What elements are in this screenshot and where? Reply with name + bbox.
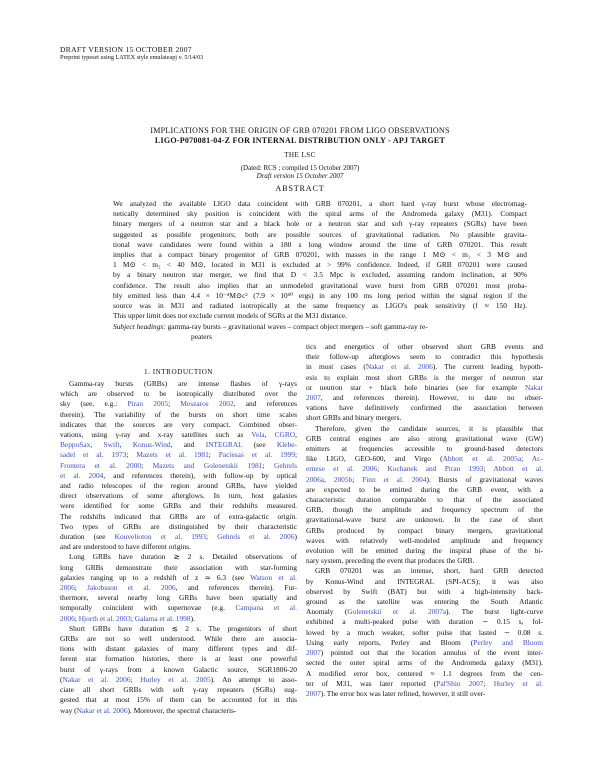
body-text: and radio telescopes of the region around GRBs, have yielded bbox=[60, 481, 297, 491]
body-text: their follow-up afterglows seem to contradict this hypothesis bbox=[306, 352, 543, 362]
body-line bbox=[306, 444, 543, 454]
citation-link[interactable]: Paciesas et al. 1999 bbox=[218, 450, 295, 460]
body-text: ferent star formation histories, there is at least one powerful bbox=[60, 654, 297, 664]
body-text: emitters at frequencies accessible to ground-based detectors bbox=[306, 444, 543, 454]
citation-link[interactable]: Kochanek and Piran 1993 bbox=[387, 464, 484, 474]
left-column bbox=[60, 367, 297, 716]
body-line bbox=[60, 481, 297, 491]
body-line bbox=[60, 501, 297, 511]
body-text: sky (see, e.g.: bbox=[60, 399, 128, 409]
body-line bbox=[306, 475, 543, 485]
body-line bbox=[306, 577, 543, 587]
citation-link[interactable]: Hurley et al. bbox=[493, 678, 543, 688]
body-line bbox=[60, 552, 297, 562]
body-text: ) pointed out that the location annulus of the event inter- bbox=[320, 648, 543, 658]
body-text: in most cases ( bbox=[306, 362, 366, 372]
body-line bbox=[306, 362, 543, 372]
body-text: ter of M31, was later reported ( bbox=[306, 678, 437, 688]
body-text: were identified for some GRBs and their redshifts measured. bbox=[60, 501, 297, 511]
body-line bbox=[306, 403, 543, 413]
body-text: , and references bbox=[233, 399, 298, 409]
body-text: , bbox=[295, 430, 297, 440]
body-text: like LIGO, GEO-600, and Virgo ( bbox=[306, 454, 443, 464]
abstract-line: source was in M31 and radiated isotropically at the same frequency as LIGO's peak sensitivity (f ≈ 150 Hz). bbox=[113, 301, 527, 311]
abstract-body bbox=[113, 199, 527, 321]
body-line bbox=[60, 420, 297, 430]
body-line bbox=[306, 669, 543, 679]
body-text: , bbox=[119, 440, 133, 450]
body-line bbox=[60, 563, 297, 573]
body-text: ). bbox=[190, 613, 195, 623]
body-text: ; bbox=[483, 464, 494, 474]
citation-link[interactable]: BeppoSax bbox=[60, 440, 91, 450]
abstract-line: bly emitted less than 4.4 × 10⁻⁴M⊙c² (7.9 × 10⁵⁰ ergs) in any 100 ms long period within the signal region if the bbox=[113, 290, 527, 300]
body-text: therein). The variability of the bursts on short time scales bbox=[60, 409, 297, 419]
citation-link[interactable]: et al. 2004 bbox=[60, 470, 104, 480]
citation-link[interactable]: 2007 bbox=[306, 688, 321, 698]
body-line bbox=[306, 464, 543, 474]
citation-link[interactable]: Campana et al. bbox=[235, 603, 297, 613]
body-text: vations, using γ-ray and x-ray satellites such as bbox=[60, 430, 252, 440]
body-line bbox=[60, 603, 297, 613]
citation-link[interactable]: 2006a bbox=[306, 474, 325, 484]
citation-link[interactable]: Gehrels bbox=[274, 460, 297, 470]
body-text: tions with distant galaxies of many different types and dif- bbox=[60, 644, 297, 654]
abstract-line: confidence. The result also implies that an unmodeled gravitational wave burst from GRB 070201 most proba- bbox=[113, 280, 527, 290]
body-text: ; bbox=[130, 674, 141, 684]
citation-link[interactable]: sadel et al. 1973 bbox=[60, 450, 127, 460]
body-text: sected the outer spiral arms of the Andromeda galaxy (M31). bbox=[306, 658, 543, 668]
body-text: ; bbox=[521, 454, 532, 464]
body-line bbox=[60, 379, 297, 389]
body-line bbox=[306, 556, 543, 566]
body-text: and are understood to have different origins. bbox=[60, 542, 192, 552]
body-line bbox=[306, 434, 543, 444]
body-line bbox=[60, 450, 297, 460]
body-line bbox=[306, 393, 543, 403]
body-line bbox=[60, 410, 297, 420]
citation-link[interactable]: 2005b bbox=[333, 474, 353, 484]
body-text: ; bbox=[74, 583, 88, 593]
body-text: galaxies ranging up to a redshift of z ≃ 6.3 (see bbox=[60, 572, 251, 582]
citation-link[interactable]: Meszaros 2002 bbox=[180, 399, 234, 409]
body-line bbox=[306, 515, 543, 525]
body-text: temporally coincident with supernovae (e.g. bbox=[60, 603, 236, 613]
body-line bbox=[60, 522, 297, 532]
body-line bbox=[60, 593, 297, 603]
body-text: esis to explain most short GRBs is the merger of neutron star bbox=[306, 372, 543, 382]
abstract-line: implies that a compact binary progenitor of GRB 070201, with masses in the range 1 M⊙ < m₁ < 3 M⊙ and bbox=[113, 250, 527, 260]
body-text: lowed by a much weaker, softer pulse that lasted ∼ 0.08 s. bbox=[306, 627, 543, 637]
citation-link[interactable]: Nakar et al. 2006 bbox=[365, 362, 433, 372]
abstract-line: We analyzed the available LIGO data coincident with GRB 070201, a short hard γ-ray burst whose electromag- bbox=[113, 199, 527, 208]
citation-link[interactable]: ernese et al. 2006 bbox=[306, 464, 378, 474]
body-text: nary system, preceding the event that produces the GRB. bbox=[306, 556, 475, 566]
body-text: evolution will be emitted during the inspiral phase of the bi- bbox=[306, 546, 543, 556]
body-line bbox=[60, 675, 297, 685]
body-text: ). Bursts of gravitational waves bbox=[426, 474, 543, 484]
body-text: ) bbox=[294, 532, 298, 542]
body-line bbox=[306, 342, 543, 352]
abstract-line: tional wave candidates were found within a 180 s long window around the time of GRB 070201. This result bbox=[113, 239, 527, 249]
body-text: ; bbox=[294, 450, 297, 460]
body-text: which are observed to be isotropically distributed over the bbox=[60, 389, 297, 399]
body-text: A modified error box, centered ≈ 1.1 degrees from the cen- bbox=[306, 668, 543, 678]
body-text: Gamma-ray bursts (GRBs) are intense flashes of γ-rays bbox=[69, 379, 297, 388]
body-line bbox=[60, 440, 297, 450]
body-text: Therefore, given the candidate sources, it is plausible that bbox=[315, 423, 543, 433]
citation-link[interactable]: Kouveliotou et al. 1993 bbox=[114, 532, 207, 542]
body-text: direct observations of some afterglows. In turn, host galaxies bbox=[60, 491, 297, 501]
subject-line-1 bbox=[113, 322, 527, 332]
citation-link[interactable]: Ac- bbox=[531, 454, 543, 464]
draft-note: Draft version 15 October 2007 bbox=[256, 172, 344, 180]
body-line bbox=[60, 471, 297, 481]
body-text: ). The error box was later refined, however, it still over- bbox=[320, 688, 486, 698]
body-line bbox=[306, 638, 543, 648]
citation-link[interactable]: Mazets et al. 1981 bbox=[136, 450, 209, 460]
body-text: vations have definitively confirmed the association between bbox=[306, 403, 543, 413]
paper-subtitle: LIGO-P070081-04-Z FOR INTERNAL DISTRIBUTION ONLY - APJ TARGET bbox=[154, 136, 446, 145]
citation-link[interactable]: Abbott et al. bbox=[493, 464, 543, 474]
body-text: ; bbox=[126, 450, 137, 460]
body-text: ; bbox=[168, 399, 181, 409]
body-text: by Konus-Wind and INTEGRAL (SPI-ACS); it was also bbox=[306, 576, 543, 586]
body-line bbox=[306, 566, 543, 576]
citation-link[interactable]: Gehrels et al. 2006 bbox=[217, 532, 295, 542]
body-text: GRBs are not so well understood. While there are associa- bbox=[60, 634, 297, 644]
body-line bbox=[60, 389, 297, 399]
body-line bbox=[60, 573, 297, 583]
body-line bbox=[60, 614, 297, 624]
citation-link[interactable]: Konus-Wind bbox=[132, 440, 171, 450]
body-text: ; bbox=[352, 474, 363, 484]
body-text: ; bbox=[141, 460, 153, 470]
body-line bbox=[60, 706, 297, 716]
section-heading: 1. INTRODUCTION bbox=[144, 368, 213, 376]
body-text: observed by Swift (BAT) but with a high-intensity back- bbox=[306, 586, 543, 596]
body-text: duration (see bbox=[60, 532, 115, 542]
body-line bbox=[306, 617, 543, 627]
body-text: gested that at most 15% of them can be accounted for in this bbox=[60, 695, 297, 705]
body-line bbox=[60, 461, 297, 471]
citation-link[interactable]: 2007 bbox=[306, 648, 321, 658]
body-line bbox=[306, 373, 543, 383]
body-text: exhibited a multi-peaked pulse with duration ∼ 0.15 s, fol- bbox=[306, 617, 543, 627]
body-line bbox=[306, 454, 543, 464]
citation-link[interactable]: 2007 bbox=[306, 393, 321, 403]
body-line bbox=[306, 607, 543, 617]
citation-link[interactable]: Abbott et al. 2005a bbox=[442, 454, 522, 464]
body-line bbox=[60, 654, 297, 664]
citation-link[interactable]: 2006 bbox=[60, 583, 75, 593]
body-line bbox=[60, 542, 297, 552]
subject-headings bbox=[113, 322, 527, 342]
citation-link[interactable]: Golenetskii et al. 2007a bbox=[347, 607, 447, 617]
body-text: are expected to be emitted during the GRB event, with a bbox=[306, 484, 543, 494]
citation-link[interactable]: Vela bbox=[251, 430, 265, 440]
body-text: long GRBs demonstrate their association with star-forming bbox=[60, 562, 297, 572]
body-text: ). The current leading hypoth- bbox=[432, 362, 543, 372]
body-text: burst of γ-rays from a known Galactic source, SGR1806-20 bbox=[60, 664, 297, 674]
body-line bbox=[60, 644, 297, 654]
body-line bbox=[306, 658, 543, 668]
citation-link[interactable]: Nakar et al. 2006 bbox=[76, 705, 128, 715]
body-text: Two types of GRBs are distinguished by their characteristic bbox=[60, 521, 297, 531]
body-line bbox=[306, 587, 543, 597]
abstract-line: 1 M⊙ < m₂ < 40 M⊙, located in M31 is excluded at > 99% confidence. Indeed, if GRB 070201 were caused bbox=[113, 260, 527, 270]
body-line bbox=[306, 424, 543, 434]
body-line bbox=[306, 526, 543, 536]
citation-link[interactable]: Jakobsson et al. 2006 bbox=[87, 583, 176, 593]
body-line bbox=[60, 491, 297, 501]
body-text: way ( bbox=[60, 705, 77, 715]
body-text: ; bbox=[130, 613, 135, 623]
body-line bbox=[60, 634, 297, 644]
body-text: tics and energetics of other observed short GRB events and bbox=[306, 342, 543, 351]
body-text: ( bbox=[60, 674, 63, 684]
citation-link[interactable]: Perley and Bloom bbox=[473, 637, 543, 647]
subject-line-2: peaters bbox=[191, 332, 212, 342]
subject-label: Subject headings: bbox=[113, 322, 166, 331]
body-line bbox=[60, 512, 297, 522]
body-text: waves with relatively well-modeled amplitude and frequency bbox=[306, 535, 543, 545]
body-text: gravitational-wave burst are unknown. In the case of short bbox=[306, 515, 543, 525]
body-line bbox=[306, 546, 543, 556]
body-text: ; bbox=[262, 460, 274, 470]
preprint-line: Preprint typeset using LATEX style emulateapj v. 5/14/03 bbox=[60, 54, 204, 61]
citation-link[interactable]: INTEGRAL bbox=[205, 440, 243, 450]
body-line bbox=[60, 685, 297, 695]
abstract-line: binary mergers of a neutron star and a black hole or a neutron star and soft γ-ray repeaters (SGRs) have been bbox=[113, 219, 527, 229]
citation-link[interactable]: Mazets and Golenetskii 1981 bbox=[152, 460, 263, 470]
body-line bbox=[306, 648, 543, 658]
body-line bbox=[306, 628, 543, 638]
body-text: , and references therein). Fur- bbox=[175, 583, 297, 593]
body-line bbox=[60, 665, 297, 675]
body-text: GRB, though the amplitude and frequency spectrum of the bbox=[306, 505, 543, 515]
body-line bbox=[306, 352, 543, 362]
body-text: , and references therein). However, to date no obser- bbox=[320, 393, 543, 403]
body-line bbox=[60, 430, 297, 440]
body-text: ). Moreover, the spectral characteris- bbox=[127, 705, 237, 715]
citation-link[interactable]: Hjorth et al. 2003 bbox=[78, 613, 131, 623]
abstract-heading: ABSTRACT bbox=[275, 184, 325, 193]
citation-link[interactable]: CGRO bbox=[274, 430, 296, 440]
body-text: or neutron star + black hole binaries (see for example bbox=[306, 382, 525, 392]
abstract-line: by a binary neutron star merger, we find that D < 3.5 Mpc is excluded, assuming random inclination, at 90% bbox=[113, 270, 527, 280]
body-text: , bbox=[324, 474, 334, 484]
body-text: indicates that the sources are very compact. Combined obser- bbox=[60, 419, 297, 429]
body-text: ; bbox=[208, 450, 219, 460]
dated-line: (Dated: RCS ; compiled 15 October 2007) bbox=[240, 164, 360, 172]
body-line bbox=[60, 695, 297, 705]
citation-link[interactable]: Nakar et al. 2006 bbox=[62, 674, 131, 684]
body-text: GRB central engines are also strong gravitational wave (GW) bbox=[306, 433, 543, 443]
body-text: GRB 070201 was an intense, short, hard GRB detected bbox=[315, 566, 543, 576]
body-text: ; bbox=[483, 678, 494, 688]
citation-link[interactable]: Galama et al. 1998 bbox=[134, 613, 191, 623]
body-text: GRBs produced by compact binary mergers, gravitational bbox=[306, 525, 543, 535]
body-line bbox=[60, 583, 297, 593]
body-text: thermore, several nearby long GRBs have been spatially and bbox=[60, 593, 297, 603]
body-line bbox=[306, 383, 543, 393]
author-line: THE LSC bbox=[284, 151, 316, 159]
citation-link[interactable]: Piran 2005 bbox=[127, 399, 169, 409]
citation-link[interactable]: Nakar bbox=[524, 382, 543, 392]
body-text: , bbox=[90, 440, 104, 450]
body-line bbox=[60, 624, 297, 634]
body-line bbox=[306, 536, 543, 546]
body-text: ; bbox=[377, 464, 388, 474]
body-text: Long GRBs have duration ≳ 2 s. Detailed observations of bbox=[69, 552, 297, 562]
body-text: characteristic duration comparable to that of the associated bbox=[306, 495, 543, 505]
paper-title: IMPLICATIONS FOR THE ORIGIN OF GRB 070201 FROM LIGO OBSERVATIONS bbox=[150, 126, 450, 135]
body-text: ). An attempt to asso- bbox=[210, 674, 297, 684]
citation-link[interactable]: Pal'Shin 2007 bbox=[436, 678, 484, 688]
body-text: ; bbox=[74, 613, 79, 623]
citation-link[interactable]: Frontera et al. 2000 bbox=[60, 460, 142, 470]
citation-link[interactable]: Watson et al. bbox=[250, 572, 297, 582]
subject-text-1: gamma-ray bursts – gravitational waves – compact object mergers – soft gamma-ray re- bbox=[167, 322, 428, 331]
right-column bbox=[306, 342, 543, 699]
body-text: Short GRBs have duration ≲ 2 s. The progenitors of short bbox=[69, 623, 297, 633]
body-line bbox=[60, 532, 297, 542]
body-line bbox=[306, 505, 543, 515]
citation-link[interactable]: Finn et al. 2004 bbox=[362, 474, 427, 484]
body-line bbox=[60, 399, 297, 409]
body-line bbox=[306, 689, 543, 699]
body-text: Anomaly ( bbox=[306, 607, 348, 617]
body-text: The redshifts indicated that GRBs are of extra-galactic origin. bbox=[60, 511, 297, 521]
body-text: , and references therein), with follow-up by optical bbox=[103, 470, 297, 480]
abstract-line: netically determined sky position is coincident with the spiral arms of the Andromeda galaxy (M31). Compact bbox=[113, 209, 527, 219]
citation-link[interactable]: Swift bbox=[103, 440, 120, 450]
abstract-line: This upper limit does not exclude current models of SGRs at the M31 distance. bbox=[113, 311, 347, 321]
body-text: ground as the satellite was entering the South Atlantic bbox=[306, 597, 543, 607]
abstract-line: suggested as possible progenitors; both are possible sources of gravitational radiation. No plausible gravita- bbox=[113, 229, 527, 239]
citation-link[interactable]: Hurley et al. 2005 bbox=[140, 674, 211, 684]
body-text: ; bbox=[206, 532, 218, 542]
body-text: (see bbox=[242, 440, 277, 450]
draft-header: DRAFT VERSION 15 OCTOBER 2007 bbox=[60, 45, 192, 54]
body-line bbox=[306, 597, 543, 607]
body-line bbox=[306, 485, 543, 495]
citation-link[interactable]: Klebe- bbox=[276, 440, 298, 450]
body-text: , bbox=[264, 430, 275, 440]
body-text: ciate all short GRBs with soft γ-ray repeaters (SGRs) sug- bbox=[60, 685, 297, 695]
body-text: short GRBs and binary mergers. bbox=[306, 413, 402, 423]
body-text: , and bbox=[170, 440, 206, 450]
body-line bbox=[306, 679, 543, 689]
body-line bbox=[306, 413, 543, 423]
body-text: Using early reports, Perley and Bloom ( bbox=[306, 637, 474, 647]
body-text: ). The burst light-curve bbox=[446, 607, 543, 617]
body-line bbox=[306, 495, 543, 505]
citation-link[interactable]: 2006 bbox=[60, 613, 75, 623]
